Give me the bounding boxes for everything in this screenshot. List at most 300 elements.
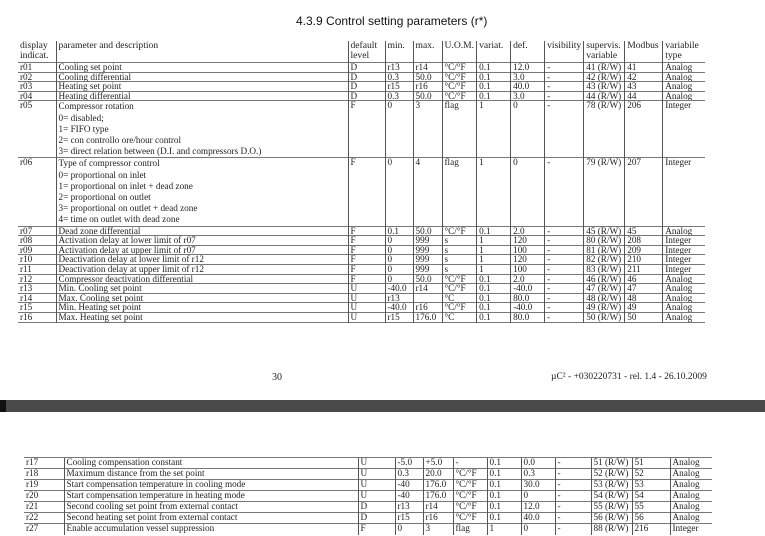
- cell-variable-type: Analog: [663, 293, 705, 303]
- cell-default-level: D: [358, 502, 395, 513]
- cell-description: [56, 158, 348, 226]
- description-line: Compressor deactivation differential: [58, 274, 194, 284]
- header-variat: variat.: [477, 41, 511, 63]
- cell-visibility: -: [545, 245, 584, 255]
- cell-variable-type: Analog: [670, 502, 712, 513]
- cell-max-value: 50.0: [413, 91, 442, 101]
- parameters-table: [18, 41, 705, 323]
- cell-variation: 0.1: [477, 226, 511, 236]
- description-line: Activation delay at lower limit of r07: [58, 235, 196, 246]
- cell-display-code: r06: [20, 157, 33, 168]
- cell-modbus-address: 48: [625, 293, 663, 303]
- cell-modbus-address: 207: [625, 158, 663, 226]
- cell-default-value: 80.0: [511, 293, 545, 303]
- cell-max-value: 3: [413, 101, 442, 158]
- cell-variable-type: Integer: [663, 255, 705, 265]
- description-line: 2= proportional on outlet: [58, 192, 151, 202]
- cell-variation: 1: [477, 236, 511, 246]
- cell-variable-type: Integer: [663, 245, 705, 255]
- cell-default-level: F: [358, 524, 395, 535]
- cell-supervisor-variable: 81 (R/W): [584, 245, 625, 255]
- cell-variable-type: Analog: [670, 469, 712, 480]
- cell-default-value: 12.0: [521, 502, 555, 513]
- cell-default-value: 0.3: [521, 469, 555, 480]
- header-modbus: Modbus: [625, 41, 663, 63]
- description-line: Dead zone differential: [58, 226, 141, 236]
- cell-min-value: 0: [385, 101, 413, 158]
- cell-supervisor-variable: 42 (R/W): [584, 72, 625, 82]
- header-display: display indicat.: [20, 41, 49, 61]
- cell-supervisor-variable: 46 (R/W): [584, 274, 625, 284]
- cell-max-value: 176.0: [423, 491, 453, 502]
- cell-default-level: D: [348, 82, 385, 92]
- cell-max-value: r14: [413, 63, 442, 73]
- cell-default-level: U: [358, 491, 395, 502]
- cell-visibility: -: [545, 236, 584, 246]
- cell-uom: °C/°F: [442, 82, 477, 92]
- cell-description: Enable accumulation vessel suppression: [64, 524, 358, 535]
- cell-default-level: U: [358, 469, 395, 480]
- description-line: Min. Cooling set point: [58, 283, 142, 294]
- cell-description: [56, 82, 348, 92]
- cell-variation: 0.1: [487, 491, 521, 502]
- table-row: [18, 274, 705, 284]
- cell-uom: s: [442, 236, 477, 246]
- cell-default-level: D: [348, 72, 385, 82]
- cell-supervisor-variable: 82 (R/W): [584, 255, 625, 265]
- cell-modbus-address: 49: [625, 303, 663, 313]
- cell-variation: 0.1: [477, 63, 511, 73]
- page-separator: [0, 400, 765, 412]
- table-row: [24, 524, 712, 535]
- cell-uom: °C: [442, 293, 477, 303]
- cell-min-value: -5.0: [395, 458, 423, 469]
- cell-supervisor-variable: 48 (R/W): [584, 293, 625, 303]
- cell-max-value: 999: [413, 255, 442, 265]
- table-row: [18, 284, 705, 294]
- description-line: Compressor rotation: [58, 101, 134, 112]
- description-line: Deactivation delay at upper limit of r12: [58, 264, 204, 274]
- cell-min-value: r15: [395, 513, 423, 524]
- cell-display-code: r01: [20, 62, 33, 72]
- cell-display-code: r08: [20, 235, 33, 246]
- table-header-row: [18, 41, 705, 63]
- cell-modbus-address: 210: [625, 255, 663, 265]
- header-min: min.: [385, 41, 413, 63]
- cell-description: [56, 72, 348, 82]
- description-line: 3= direct relation between (D.I. and compressors D.O.): [58, 146, 262, 157]
- cell-uom: °C/°F: [453, 480, 487, 491]
- cell-visibility: -: [545, 91, 584, 101]
- cell-uom: s: [442, 255, 477, 265]
- cell-visibility: -: [545, 63, 584, 73]
- cell-default-level: D: [348, 63, 385, 73]
- cell-modbus-address: 43: [625, 82, 663, 92]
- cell-modbus-address: 47: [625, 284, 663, 294]
- cell-default-value: 2.0: [511, 274, 545, 284]
- cell-variation: 0.1: [477, 303, 511, 313]
- table-row: [18, 264, 705, 274]
- cell-modbus-address: 42: [625, 72, 663, 82]
- cell-max-value: 999: [413, 245, 442, 255]
- cell-min-value: 0.3: [385, 72, 413, 82]
- cell-display-code: r03: [20, 81, 33, 92]
- cell-description: [56, 303, 348, 313]
- cell-min-value: 0: [385, 255, 413, 265]
- cell-max-value: 176.0: [423, 480, 453, 491]
- cell-modbus-address: 51: [632, 458, 670, 469]
- table-row: [18, 82, 705, 92]
- cell-uom: °C/°F: [442, 63, 477, 73]
- cell-supervisor-variable: 52 (R/W): [591, 469, 632, 480]
- cell-variation: 0.1: [477, 293, 511, 303]
- cell-visibility: -: [545, 312, 584, 322]
- cell-default-value: 0: [511, 101, 545, 158]
- table-row: [18, 293, 705, 303]
- cell-variable-type: Analog: [663, 91, 705, 101]
- header-max: max.: [413, 41, 442, 63]
- cell-max-value: 176.0: [413, 312, 442, 322]
- cell-modbus-address: 206: [625, 101, 663, 158]
- cell-modbus-address: 41: [625, 63, 663, 73]
- cell-max-value: r14: [413, 284, 442, 294]
- cell-default-value: -40.0: [511, 284, 545, 294]
- cell-max-value: 999: [413, 236, 442, 246]
- cell-description: [56, 245, 348, 255]
- table-row: [18, 303, 705, 313]
- cell-display-code: r12: [20, 274, 33, 284]
- cell-max-value: r16: [413, 303, 442, 313]
- cell-variable-type: Analog: [663, 82, 705, 92]
- cell-visibility: -: [545, 255, 584, 265]
- cell-description: [56, 236, 348, 246]
- description-line: Cooling set point: [58, 62, 122, 72]
- cell-default-value: 120: [511, 255, 545, 265]
- cell-default-value: 40.0: [521, 513, 555, 524]
- cell-modbus-address: 208: [625, 236, 663, 246]
- description-line: Deactivation delay at lower limit of r12: [58, 254, 204, 265]
- manual-page-lower: [0, 412, 765, 536]
- table-row: [18, 255, 705, 265]
- cell-variation: 1: [477, 158, 511, 226]
- table-row: [18, 63, 705, 73]
- cell-visibility: -: [545, 303, 584, 313]
- cell-max-value: +5.0: [423, 458, 453, 469]
- cell-max-value: 3: [423, 524, 453, 535]
- cell-description: Second heating set point from external contact: [64, 513, 358, 524]
- cell-default-level: F: [348, 245, 385, 255]
- cell-supervisor-variable: 51 (R/W): [591, 458, 632, 469]
- cell-uom: °C/°F: [442, 91, 477, 101]
- cell-visibility: -: [555, 524, 591, 535]
- cell-description: [56, 63, 348, 73]
- cell-max-value: 4: [413, 158, 442, 226]
- cell-default-value: 3.0: [511, 91, 545, 101]
- cell-visibility: -: [555, 491, 591, 502]
- cell-uom: °C/°F: [453, 513, 487, 524]
- description-line: Activation delay at upper limit of r07: [58, 245, 196, 255]
- cell-variation: 1: [487, 524, 521, 535]
- cell-supervisor-variable: 80 (R/W): [584, 236, 625, 246]
- table-row: [18, 72, 705, 82]
- description-line: Heating differential: [58, 91, 131, 101]
- cell-description: Cooling compensation constant: [64, 458, 358, 469]
- table-row: [18, 91, 705, 101]
- cell-variation: 0.1: [487, 480, 521, 491]
- cell-visibility: -: [555, 480, 591, 491]
- cell-variation: 0.1: [477, 82, 511, 92]
- header-visibility: visibility: [545, 41, 584, 63]
- cell-variation: 1: [477, 255, 511, 265]
- table-row: [18, 101, 705, 158]
- cell-display-code: r15: [20, 302, 33, 313]
- cell-variable-type: Analog: [663, 303, 705, 313]
- separator-mark: [0, 400, 6, 412]
- cell-max-value: 50.0: [413, 72, 442, 82]
- cell-uom: °C/°F: [442, 284, 477, 294]
- cell-supervisor-variable: 49 (R/W): [584, 303, 625, 313]
- cell-visibility: -: [545, 101, 584, 158]
- table-row: [18, 158, 705, 226]
- header-def: def.: [511, 41, 545, 63]
- cell-display-code: r14: [20, 293, 33, 303]
- cell-uom: °C/°F: [442, 303, 477, 313]
- cell-variation: 0.1: [487, 502, 521, 513]
- cell-variable-type: Analog: [670, 480, 712, 491]
- cell-description: Maximum distance from the set point: [64, 469, 358, 480]
- cell-default-level: U: [348, 312, 385, 322]
- cell-variable-type: Analog: [663, 72, 705, 82]
- cell-variation: 0.1: [487, 458, 521, 469]
- cell-modbus-address: 209: [625, 245, 663, 255]
- cell-visibility: -: [555, 458, 591, 469]
- cell-variation: 1: [477, 264, 511, 274]
- cell-variation: 1: [477, 101, 511, 158]
- cell-min-value: 0: [395, 524, 423, 535]
- cell-variable-type: Integer: [663, 264, 705, 274]
- cell-min-value: -40.0: [385, 284, 413, 294]
- cell-modbus-address: 216: [632, 524, 670, 535]
- cell-uom: °C/°F: [442, 274, 477, 284]
- cell-variable-type: Analog: [663, 284, 705, 294]
- cell-default-level: F: [348, 255, 385, 265]
- cell-uom: °C/°F: [453, 469, 487, 480]
- cell-default-value: 0: [521, 491, 555, 502]
- cell-description: [56, 226, 348, 236]
- cell-display-code: r02: [20, 72, 33, 82]
- cell-variable-type: Analog: [670, 458, 712, 469]
- table-row: [18, 226, 705, 236]
- cell-default-value: -40.0: [511, 303, 545, 313]
- cell-uom: s: [442, 245, 477, 255]
- cell-modbus-address: 45: [625, 226, 663, 236]
- cell-default-level: F: [348, 274, 385, 284]
- cell-default-level: D: [348, 91, 385, 101]
- cell-description: [56, 293, 348, 303]
- cell-description: [56, 101, 348, 158]
- cell-max-value: 50.0: [413, 274, 442, 284]
- cell-min-value: 0.3: [385, 91, 413, 101]
- description-line: Max. Heating set point: [58, 312, 143, 322]
- cell-default-value: 0: [511, 158, 545, 226]
- description-line: 0= disabled;: [58, 112, 104, 123]
- cell-default-level: F: [348, 101, 385, 158]
- header-default-level: default level: [348, 41, 385, 63]
- cell-visibility: -: [545, 82, 584, 92]
- cell-visibility: -: [545, 226, 584, 236]
- cell-default-level: D: [358, 513, 395, 524]
- cell-default-value: 30.0: [521, 480, 555, 491]
- cell-visibility: -: [545, 72, 584, 82]
- description-line: 1= FIFO type: [58, 123, 109, 134]
- cell-variation: 0.1: [487, 469, 521, 480]
- cell-modbus-address: 53: [632, 480, 670, 491]
- cell-default-value: 12.0: [511, 63, 545, 73]
- cell-display-code: r18: [24, 469, 64, 480]
- cell-min-value: 0: [385, 158, 413, 226]
- cell-display-code: r10: [20, 254, 33, 265]
- cell-modbus-address: 56: [632, 513, 670, 524]
- cell-max-value: r16: [413, 82, 442, 92]
- cell-description: Start compensation temperature in heating mode: [64, 491, 358, 502]
- description-line: Min. Heating set point: [58, 302, 142, 313]
- page-footer: µC² - +030220731 - rel. 1.4 - 26.10.2009: [551, 372, 707, 382]
- description-line: Max. Cooling set point: [58, 293, 144, 303]
- cell-supervisor-variable: 41 (R/W): [584, 63, 625, 73]
- description-line: 3= proportional on outlet + dead zone: [58, 203, 198, 214]
- cell-default-value: 0.0: [521, 458, 555, 469]
- cell-default-value: 100: [511, 264, 545, 274]
- cell-max-value: r14: [423, 502, 453, 513]
- cell-default-level: U: [348, 293, 385, 303]
- cell-variation: 0.1: [477, 72, 511, 82]
- cell-description: [56, 274, 348, 284]
- cell-default-level: F: [348, 226, 385, 236]
- cell-min-value: -40: [395, 480, 423, 491]
- description-line: 4= time on outlet with dead zone: [58, 214, 180, 225]
- table-row: [18, 312, 705, 322]
- cell-variable-type: Analog: [663, 63, 705, 73]
- header-uom: U.O.M.: [442, 41, 477, 63]
- cell-uom: flag: [442, 101, 477, 158]
- cell-variation: 0.1: [477, 312, 511, 322]
- cell-display-code: r22: [24, 513, 64, 524]
- cell-modbus-address: 44: [625, 91, 663, 101]
- cell-modbus-address: 46: [625, 274, 663, 284]
- cell-description: [56, 255, 348, 265]
- cell-uom: s: [442, 264, 477, 274]
- cell-supervisor-variable: 47 (R/W): [584, 284, 625, 294]
- cell-variable-type: Integer: [670, 524, 712, 535]
- cell-default-level: F: [348, 264, 385, 274]
- cell-visibility: -: [545, 284, 584, 294]
- cell-display-code: r11: [20, 264, 32, 274]
- cell-variation: 0.1: [477, 274, 511, 284]
- cell-display-code: r04: [20, 91, 33, 101]
- cell-min-value: r13: [395, 502, 423, 513]
- cell-max-value: [413, 293, 442, 303]
- cell-variation: 0.1: [477, 91, 511, 101]
- cell-default-level: U: [358, 458, 395, 469]
- cell-variable-type: Analog: [670, 491, 712, 502]
- cell-description: Second cooling set point from external contact: [64, 502, 358, 513]
- cell-variable-type: Analog: [663, 226, 705, 236]
- cell-supervisor-variable: 43 (R/W): [584, 82, 625, 92]
- table-row: [24, 513, 712, 524]
- cell-default-value: 80.0: [511, 312, 545, 322]
- header-type: variabile type: [663, 41, 705, 63]
- cell-visibility: -: [545, 158, 584, 226]
- cell-display-code: r21: [24, 502, 64, 513]
- cell-display-code: r13: [20, 283, 33, 294]
- cell-uom: °C/°F: [453, 502, 487, 513]
- description-line: Cooling differential: [58, 72, 132, 82]
- cell-default-level: U: [348, 303, 385, 313]
- table-row: [24, 458, 712, 469]
- cell-modbus-address: 54: [632, 491, 670, 502]
- cell-supervisor-variable: 79 (R/W): [584, 158, 625, 226]
- cell-default-value: 100: [511, 245, 545, 255]
- header-parameter: parameter and description: [56, 41, 348, 63]
- cell-variable-type: Analog: [663, 274, 705, 284]
- cell-default-level: F: [348, 158, 385, 226]
- cell-visibility: -: [555, 502, 591, 513]
- cell-display-code: r07: [20, 226, 33, 236]
- cell-min-value: 0: [385, 264, 413, 274]
- cell-visibility: -: [555, 469, 591, 480]
- cell-min-value: -40: [395, 491, 423, 502]
- cell-min-value: 0.3: [395, 469, 423, 480]
- cell-uom: °C/°F: [442, 226, 477, 236]
- cell-variable-type: Analog: [670, 513, 712, 524]
- cell-description: [56, 91, 348, 101]
- cell-min-value: r15: [385, 82, 413, 92]
- cell-default-value: 0: [521, 524, 555, 535]
- cell-display-code: r05: [20, 100, 33, 111]
- cell-description: [56, 264, 348, 274]
- parameters-table-continued: [24, 457, 712, 535]
- cell-supervisor-variable: 53 (R/W): [591, 480, 632, 491]
- cell-display-code: r16: [20, 312, 33, 322]
- cell-uom: flag: [442, 158, 477, 226]
- description-line: 1= proportional on inlet + dead zone: [58, 180, 193, 191]
- cell-description: [56, 312, 348, 322]
- cell-variable-type: Integer: [663, 158, 705, 226]
- cell-min-value: 0: [385, 245, 413, 255]
- cell-min-value: 0: [385, 236, 413, 246]
- cell-uom: °C/°F: [453, 491, 487, 502]
- parameters-table-body: [18, 63, 705, 323]
- cell-max-value: 20.0: [423, 469, 453, 480]
- cell-visibility: -: [545, 264, 584, 274]
- cell-default-level: U: [348, 284, 385, 294]
- cell-supervisor-variable: 50 (R/W): [584, 312, 625, 322]
- cell-variation: 0.1: [477, 284, 511, 294]
- description-line: 0= proportional on inlet: [58, 169, 147, 180]
- cell-display-code: r20: [24, 491, 64, 502]
- cell-uom: -: [453, 458, 487, 469]
- cell-modbus-address: 52: [632, 469, 670, 480]
- table-row: [18, 236, 705, 246]
- cell-display-code: r17: [24, 458, 64, 469]
- table-row: [24, 502, 712, 513]
- continued-table-body: [24, 458, 712, 535]
- cell-display-code: r09: [20, 245, 33, 255]
- page-number: 30: [272, 372, 282, 383]
- cell-description: [56, 284, 348, 294]
- cell-default-level: U: [358, 480, 395, 491]
- cell-min-value: 0: [385, 274, 413, 284]
